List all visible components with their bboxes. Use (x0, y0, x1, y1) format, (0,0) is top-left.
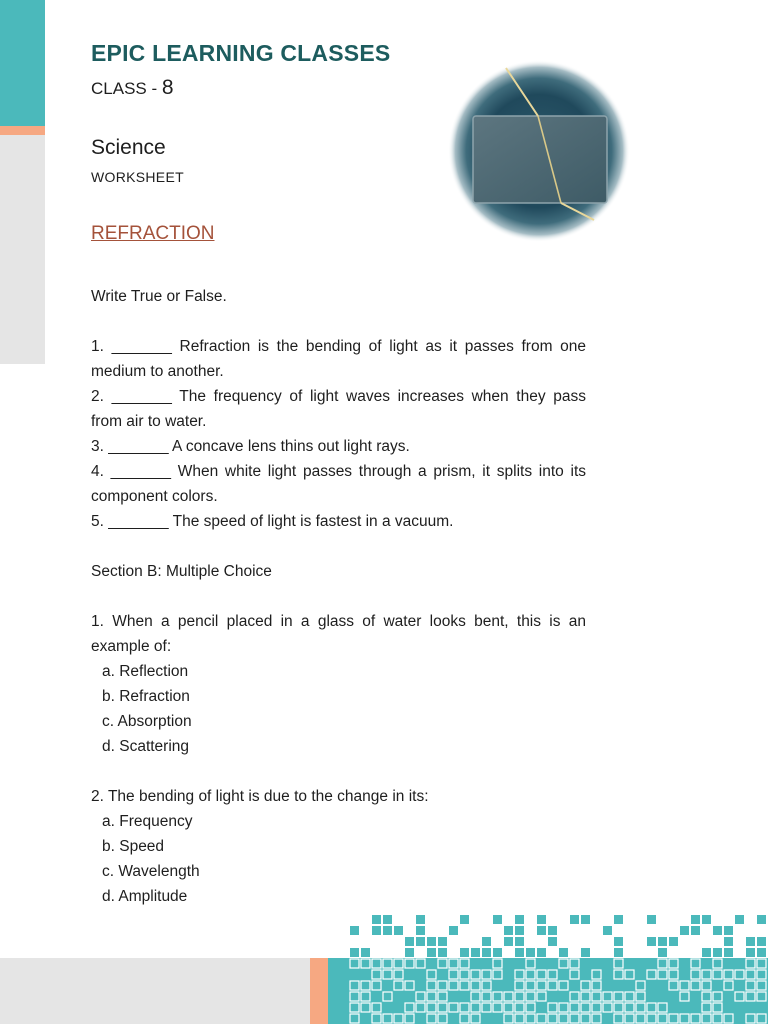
pixel-square (625, 970, 634, 979)
pixel-square (394, 1014, 403, 1023)
pixel-square (757, 948, 766, 957)
pixel-square (548, 1003, 557, 1012)
pixel-square (416, 915, 425, 924)
pixel-square (691, 926, 700, 935)
pixel-square (581, 948, 590, 957)
pixel-square (658, 948, 667, 957)
pixel-square (427, 937, 436, 946)
true-false-item: 4. _______ When white light passes through a prism, it splits into its component colors. (91, 463, 586, 505)
pixel-square (405, 948, 414, 957)
topic-heading: REFRACTION (91, 223, 215, 244)
pixel-square (548, 970, 557, 979)
pixel-square (372, 970, 381, 979)
pixel-square (702, 981, 711, 990)
pixel-square (471, 1014, 480, 1023)
mcq-question: 2. The bending of light is due to the change in its: (91, 788, 429, 805)
pixel-square (570, 1003, 579, 1012)
pixel-square (515, 970, 524, 979)
pixel-square (449, 1003, 458, 1012)
pixel-square (471, 1003, 480, 1012)
pixel-square (625, 992, 634, 1001)
section-a-instruction: Write True or False. (91, 288, 227, 305)
pixel-square (383, 992, 392, 1001)
pixel-square (504, 992, 513, 1001)
pixel-square (438, 1003, 447, 1012)
pixel-square (735, 915, 744, 924)
pixel-square (691, 981, 700, 990)
pixel-square (405, 1014, 414, 1023)
pixel-square (482, 1003, 491, 1012)
pixel-square (669, 1014, 678, 1023)
pixel-square (757, 937, 766, 946)
pixel-square (724, 1014, 733, 1023)
pixel-square (416, 992, 425, 1001)
mcq-option: d. Amplitude (102, 888, 188, 905)
left-teal-block (0, 0, 45, 126)
pixel-square (581, 981, 590, 990)
pixel-square (372, 1003, 381, 1012)
pixel-square (548, 937, 557, 946)
pixel-square (427, 1003, 436, 1012)
pixel-square (526, 992, 535, 1001)
pixel-square (702, 970, 711, 979)
pixel-square (361, 959, 370, 968)
pixel-square (350, 1014, 359, 1023)
pixel-square (350, 981, 359, 990)
true-false-item: 2. _______ The frequency of light waves increases when they pass from air to water. (91, 388, 586, 430)
pixel-square (537, 1014, 546, 1023)
pixel-square (449, 970, 458, 979)
pixel-square (636, 1014, 645, 1023)
pixel-square (493, 1003, 502, 1012)
pixel-square (438, 948, 447, 957)
pixel-square (614, 959, 623, 968)
mcq-option: a. Reflection (102, 663, 189, 680)
pixel-square (757, 959, 766, 968)
pixel-square (526, 970, 535, 979)
mcq-option: d. Scattering (102, 738, 190, 755)
pixel-square (427, 948, 436, 957)
pixel-pattern-decoration (328, 915, 768, 1024)
bottom-grey-band (0, 958, 310, 1024)
pixel-square (702, 992, 711, 1001)
pixel-square (636, 1003, 645, 1012)
true-false-item: 3. _______ A concave lens thins out light rays. (91, 438, 410, 455)
pixel-square (372, 1014, 381, 1023)
pixel-square (350, 959, 359, 968)
pixel-square (691, 959, 700, 968)
mcq-option: a. Frequency (102, 813, 193, 830)
pixel-square (614, 937, 623, 946)
pixel-square (471, 948, 480, 957)
pixel-square (460, 970, 469, 979)
pixel-square (746, 992, 755, 1001)
pixel-square (394, 926, 403, 935)
pixel-square (383, 915, 392, 924)
pixel-square (361, 981, 370, 990)
pixel-square (493, 959, 502, 968)
pixel-square (526, 959, 535, 968)
mcq-options (91, 659, 586, 759)
pixel-square (526, 981, 535, 990)
pixel-square (394, 959, 403, 968)
class-number: 8 (161, 76, 174, 99)
pixel-square (438, 981, 447, 990)
pixel-square (757, 1014, 766, 1023)
pixel-square (713, 992, 722, 1001)
pixel-square (372, 981, 381, 990)
pixel-square (427, 981, 436, 990)
pixel-square (350, 926, 359, 935)
pixel-square (691, 915, 700, 924)
pixel-square (746, 937, 755, 946)
pixel-square (526, 1003, 535, 1012)
pixel-square (614, 948, 623, 957)
pixel-square (592, 1014, 601, 1023)
pixel-square (614, 1003, 623, 1012)
pixel-square (515, 981, 524, 990)
subject-heading: Science (91, 136, 166, 159)
pixel-square (515, 937, 524, 946)
pixel-square (504, 1003, 513, 1012)
pixel-square (350, 1003, 359, 1012)
pixel-square (570, 959, 579, 968)
pixel-square (658, 959, 667, 968)
pixel-square (504, 937, 513, 946)
pixel-square (504, 926, 513, 935)
pixel-square (559, 981, 568, 990)
pixel-square (658, 1003, 667, 1012)
pixel-square (581, 915, 590, 924)
pixel-square (757, 981, 766, 990)
pixel-square (405, 959, 414, 968)
pixel-square (735, 970, 744, 979)
pixel-square (669, 959, 678, 968)
pixel-square (493, 970, 502, 979)
pixel-square (482, 992, 491, 1001)
pixel-square (438, 992, 447, 1001)
pixel-square (383, 970, 392, 979)
pixel-square (581, 992, 590, 1001)
pixel-square (592, 1003, 601, 1012)
pixel-square (658, 1014, 667, 1023)
pixel-square (350, 992, 359, 1001)
pixel-square (702, 1014, 711, 1023)
pixel-square (559, 948, 568, 957)
true-false-item: 1. _______ Refraction is the bending of light as it passes from one medium to another. (91, 338, 586, 380)
pixel-square (691, 970, 700, 979)
pixel-square (471, 981, 480, 990)
pixel-square (515, 992, 524, 1001)
pixel-square (482, 948, 491, 957)
pixel-square (746, 1014, 755, 1023)
pixel-square (449, 981, 458, 990)
true-false-item: 5. _______ The speed of light is fastest in a vacuum. (91, 513, 454, 530)
pixel-square (471, 992, 480, 1001)
class-label: CLASS - (91, 79, 162, 98)
pixel-square (647, 970, 656, 979)
pixel-square (713, 1014, 722, 1023)
pixel-square (548, 981, 557, 990)
pixel-square (548, 926, 557, 935)
pixel-square (680, 1014, 689, 1023)
pixel-square (724, 926, 733, 935)
pixel-square (460, 915, 469, 924)
pixel-square (515, 926, 524, 935)
pixel-square (361, 1003, 370, 1012)
pixel-square (449, 959, 458, 968)
pixel-square (757, 915, 766, 924)
pixel-square (746, 970, 755, 979)
pixel-square (581, 1003, 590, 1012)
bottom-peach-stripe (310, 958, 328, 1024)
pixel-square (570, 1014, 579, 1023)
pixel-square (427, 970, 436, 979)
pixel-square (669, 970, 678, 979)
worksheet-label: WORKSHEET (91, 169, 184, 185)
pixel-square (372, 926, 381, 935)
pixel-square (614, 915, 623, 924)
pixel-square (680, 992, 689, 1001)
pixel-square (680, 981, 689, 990)
pixel-square (603, 1003, 612, 1012)
pixel-square (746, 981, 755, 990)
pixel-square (405, 1003, 414, 1012)
pixel-square (394, 970, 403, 979)
pixel-square (603, 992, 612, 1001)
pixel-square (746, 948, 755, 957)
pixel-square (504, 1014, 513, 1023)
pixel-square (460, 948, 469, 957)
pixel-square (713, 970, 722, 979)
pixel-square (724, 948, 733, 957)
worksheet-body (91, 284, 586, 909)
pixel-square (416, 926, 425, 935)
pixel-square (372, 959, 381, 968)
pixel-square (383, 959, 392, 968)
mcq-option: c. Absorption (102, 713, 192, 730)
pixel-square (669, 981, 678, 990)
pixel-square (702, 948, 711, 957)
pixel-square (460, 1003, 469, 1012)
pixel-square (724, 937, 733, 946)
pixel-square (482, 970, 491, 979)
pixel-square (438, 959, 447, 968)
left-peach-stripe (0, 126, 45, 135)
pixel-square (482, 981, 491, 990)
pixel-square (548, 1014, 557, 1023)
pixel-square (559, 959, 568, 968)
pixel-square (647, 1014, 656, 1023)
pixel-square (570, 915, 579, 924)
pixel-square (636, 981, 645, 990)
pixel-square (427, 1014, 436, 1023)
pixel-square (361, 992, 370, 1001)
pixel-square (757, 992, 766, 1001)
pixel-square (669, 937, 678, 946)
class-line (91, 76, 174, 100)
pixel-square (405, 937, 414, 946)
pixel-square (614, 970, 623, 979)
pixel-square (482, 937, 491, 946)
pixel-square (680, 926, 689, 935)
pixel-square (416, 937, 425, 946)
pixel-square (460, 1014, 469, 1023)
pixel-square (526, 948, 535, 957)
mcq-option: b. Speed (102, 838, 165, 855)
pixel-square (350, 948, 359, 957)
pixel-square (383, 1014, 392, 1023)
pixel-square (416, 1003, 425, 1012)
pixel-square (515, 948, 524, 957)
pixel-square (592, 981, 601, 990)
pixel-square (460, 959, 469, 968)
pixel-square (438, 1014, 447, 1023)
pixel-square (570, 992, 579, 1001)
pixel-square (735, 992, 744, 1001)
pixel-square (361, 948, 370, 957)
pixel-square (537, 915, 546, 924)
pixel-square (372, 915, 381, 924)
pixel-square (460, 981, 469, 990)
pixel-square (471, 970, 480, 979)
pixel-square (636, 992, 645, 1001)
pixel-square (449, 926, 458, 935)
mcq-option: b. Refraction (102, 688, 190, 705)
pixel-square (537, 992, 546, 1001)
pixel-square (537, 926, 546, 935)
pixel-square (625, 1003, 634, 1012)
pixel-square (713, 959, 722, 968)
pixel-square (658, 937, 667, 946)
pixel-square (405, 981, 414, 990)
pixel-square (713, 1003, 722, 1012)
pixel-square (724, 970, 733, 979)
pixel-square (581, 1014, 590, 1023)
pixel-square (416, 959, 425, 968)
pixel-square (713, 948, 722, 957)
pixel-square (614, 1014, 623, 1023)
pixel-square (515, 1003, 524, 1012)
pixel-square (647, 1003, 656, 1012)
pixel-square (515, 915, 524, 924)
pixel-square (603, 926, 612, 935)
pixel-square (559, 1014, 568, 1023)
pixel-square (702, 915, 711, 924)
pixel-square (493, 992, 502, 1001)
pixel-square (691, 1014, 700, 1023)
pixel-square (515, 1014, 524, 1023)
pixel-square (757, 970, 766, 979)
pixel-square (614, 992, 623, 1001)
refraction-photo (448, 60, 630, 242)
pixel-square (724, 981, 733, 990)
institute-title: EPIC LEARNING CLASSES (91, 40, 391, 66)
pixel-square (570, 970, 579, 979)
pixel-square (658, 970, 667, 979)
mcq-question: 1. When a pencil placed in a glass of water looks bent, this is an example of: (91, 613, 586, 655)
pixel-square (383, 926, 392, 935)
pixel-square (625, 1014, 634, 1023)
mcq-options (91, 809, 586, 909)
pixel-square (526, 1014, 535, 1023)
pixel-square (438, 937, 447, 946)
pixel-square (559, 1003, 568, 1012)
pixel-square (592, 992, 601, 1001)
pixel-square (394, 981, 403, 990)
pixel-square (702, 1003, 711, 1012)
pixel-square (493, 915, 502, 924)
pixel-square (746, 959, 755, 968)
pixel-square (427, 992, 436, 1001)
mcq-option: c. Wavelength (102, 863, 200, 880)
section-b-heading: Section B: Multiple Choice (91, 563, 272, 580)
pixel-square (537, 970, 546, 979)
pixel-square (493, 948, 502, 957)
pixel-square (592, 970, 601, 979)
pixel-square (713, 926, 722, 935)
pixel-square (537, 981, 546, 990)
pixel-square (537, 948, 546, 957)
pixel-square (647, 915, 656, 924)
pixel-square (647, 937, 656, 946)
